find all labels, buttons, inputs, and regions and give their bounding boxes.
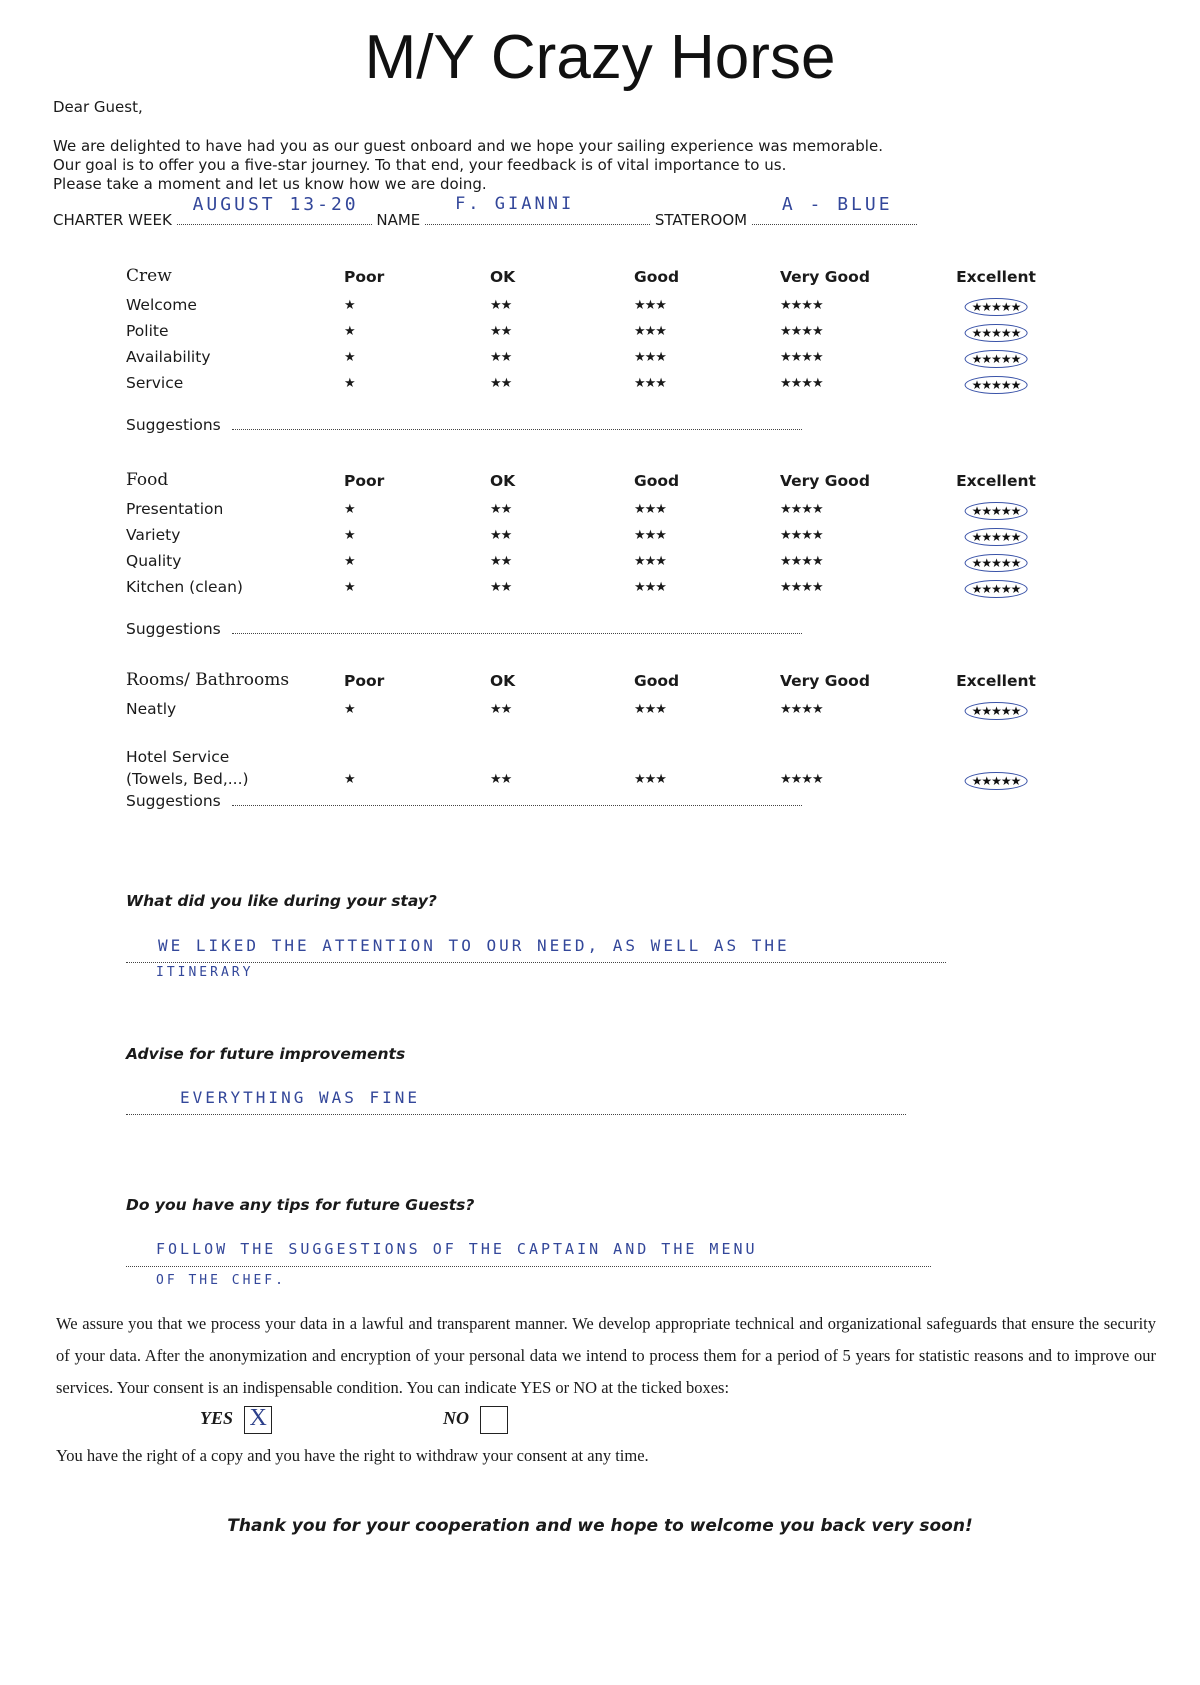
rating-option-poor[interactable]	[344, 324, 355, 339]
rating-option-poor[interactable]	[344, 376, 355, 391]
suggestions-label: Suggestions	[126, 416, 221, 434]
rating-stars: ★★★★★	[965, 702, 1028, 720]
suggestions-label: Suggestions	[126, 620, 221, 638]
rating-stars: ★★	[490, 580, 512, 595]
rating-option-excellent[interactable]	[965, 298, 1028, 316]
rating-option-good[interactable]	[634, 324, 666, 339]
rating-option-good[interactable]	[634, 298, 666, 313]
rating-stars: ★★★★★	[965, 350, 1028, 368]
stateroom-field[interactable]	[752, 194, 917, 225]
charter-week-label: CHARTER WEEK	[53, 211, 172, 229]
rating-stars: ★★★	[634, 702, 666, 717]
rating-option-poor[interactable]	[344, 502, 355, 517]
rating-item-label: Variety	[126, 526, 181, 544]
rating-option-good[interactable]	[634, 554, 666, 569]
rating-stars: ★★★	[634, 772, 666, 787]
rating-option-ok[interactable]	[490, 502, 511, 517]
rating-option-good[interactable]	[634, 772, 666, 787]
column-header: Poor	[344, 472, 385, 490]
rating-stars: ★★★★	[780, 772, 823, 787]
thanks-text: Thank you for your cooperation and we hope to welcome you back very soon!	[227, 1516, 973, 1536]
rating-option-poor[interactable]	[344, 580, 355, 595]
rating-option-ok[interactable]	[490, 772, 511, 787]
rating-option-excellent[interactable]	[965, 580, 1028, 598]
rating-stars: ★★★	[634, 502, 666, 517]
rating-stars: ★	[344, 376, 355, 391]
yes-check-mark: X	[249, 1405, 267, 1431]
rating-stars: ★★	[490, 324, 512, 339]
rating-stars: ★★★	[634, 528, 666, 543]
answer-improvements-line[interactable]	[126, 1088, 906, 1115]
rating-stars: ★★	[490, 702, 512, 717]
answer-tips-text-2: OF THE CHEF.	[156, 1273, 286, 1288]
rating-option-ok[interactable]	[490, 324, 511, 339]
header-fields	[53, 194, 933, 229]
question-liked: What did you like during your stay?	[126, 892, 437, 910]
section-title: Crew	[126, 266, 172, 286]
greeting: Dear Guest,	[53, 98, 143, 116]
rating-option-ok[interactable]	[490, 580, 511, 595]
answer-liked-text: WE LIKED THE ATTENTION TO OUR NEED, AS WELL AS THE	[158, 936, 790, 955]
question-tips: Do you have any tips for future Guests?	[126, 1196, 475, 1214]
rating-stars: ★	[344, 580, 355, 595]
intro-line: Please take a moment and let us know how we are doing.	[53, 175, 487, 193]
column-header: Excellent	[956, 472, 1036, 490]
rating-option-good[interactable]	[634, 528, 666, 543]
rating-stars: ★★★★★	[965, 554, 1028, 572]
section-title: Rooms/ Bathrooms	[126, 670, 290, 690]
column-header: Very Good	[780, 672, 870, 690]
rating-stars: ★★	[490, 554, 512, 569]
answer-liked-text-2: ITINERARY	[156, 965, 254, 980]
rating-stars: ★	[344, 324, 355, 339]
suggestions-input[interactable]	[232, 804, 802, 806]
rating-item-label: Quality	[126, 552, 182, 570]
stateroom-label: STATEROOM	[654, 211, 748, 229]
rating-item-label: Hotel Service	[126, 748, 230, 766]
rating-option-good[interactable]	[634, 702, 666, 717]
rating-option-ok[interactable]	[490, 376, 511, 391]
rating-stars: ★★★★	[780, 350, 823, 365]
charter-week-field[interactable]	[177, 194, 372, 225]
rating-stars: ★	[344, 350, 355, 365]
column-header: Poor	[344, 268, 385, 286]
rating-option-very-good[interactable]	[780, 324, 823, 339]
intro-text	[53, 137, 1053, 194]
rating-option-excellent[interactable]	[965, 554, 1028, 572]
rating-stars: ★★★★★	[965, 772, 1028, 790]
name-label: NAME	[376, 211, 421, 229]
rating-stars: ★★★★	[780, 298, 823, 313]
rating-option-poor[interactable]	[344, 528, 355, 543]
charter-week-value: AUGUST 13-20	[192, 194, 359, 215]
rating-option-poor[interactable]	[344, 554, 355, 569]
no-checkbox[interactable]	[480, 1406, 508, 1434]
page-title: M/Y Crazy Horse	[364, 23, 836, 92]
rating-stars: ★★★★	[780, 376, 823, 391]
rating-stars: ★★	[490, 772, 512, 787]
rating-stars: ★★★★★	[965, 324, 1028, 342]
rating-item-label: Service	[126, 374, 184, 392]
rating-option-very-good[interactable]	[780, 702, 823, 717]
rating-stars: ★★★	[634, 580, 666, 595]
rating-option-excellent[interactable]	[965, 702, 1028, 720]
rating-stars: ★	[344, 554, 355, 569]
rating-stars: ★★★	[634, 324, 666, 339]
column-header: Good	[634, 672, 680, 690]
column-header: Good	[634, 472, 680, 490]
rating-option-excellent[interactable]	[965, 528, 1028, 546]
rating-option-poor[interactable]	[344, 772, 355, 787]
rating-stars: ★★★★	[780, 528, 823, 543]
suggestions-input[interactable]	[232, 428, 802, 430]
answer-improvements-text: EVERYTHING WAS FINE	[180, 1088, 421, 1107]
rating-stars: ★★★★★	[965, 528, 1028, 546]
answer-liked-line[interactable]	[126, 936, 946, 963]
rating-stars: ★★★★★	[965, 298, 1028, 316]
intro-line: We are delighted to have had you as our guest onboard and we hope your sailing experience was memorable.	[53, 137, 883, 155]
rights-text: You have the right of a copy and you have the right to withdraw your consent at any time.	[56, 1446, 649, 1465]
column-header: Poor	[344, 672, 385, 690]
rating-item-label: Availability	[126, 348, 211, 366]
rating-stars: ★★	[490, 298, 512, 313]
rating-option-very-good[interactable]	[780, 528, 823, 543]
no-label: NO	[443, 1408, 469, 1429]
rating-option-ok[interactable]	[490, 702, 511, 717]
rating-option-excellent[interactable]	[965, 502, 1028, 520]
suggestions-input[interactable]	[232, 632, 802, 634]
rating-option-excellent[interactable]	[965, 324, 1028, 342]
answer-tips-line[interactable]	[126, 1240, 931, 1267]
rating-option-ok[interactable]	[490, 554, 511, 569]
rating-option-very-good[interactable]	[780, 772, 823, 787]
column-header: Very Good	[780, 472, 870, 490]
rating-stars: ★	[344, 528, 355, 543]
rating-option-good[interactable]	[634, 376, 666, 391]
rating-item-label: Kitchen (clean)	[126, 578, 243, 596]
rating-stars: ★★★★★	[965, 502, 1028, 520]
rating-option-excellent[interactable]	[965, 350, 1028, 368]
rating-option-very-good[interactable]	[780, 502, 823, 517]
column-header: OK	[490, 268, 516, 286]
consent-no	[443, 1406, 508, 1434]
rating-stars: ★★	[490, 528, 512, 543]
answer-tips-text: FOLLOW THE SUGGESTIONS OF THE CAPTAIN AND THE MENU	[156, 1240, 758, 1258]
rating-stars: ★★★	[634, 376, 666, 391]
rating-stars: ★★★★	[780, 580, 823, 595]
rating-stars: ★★★★	[780, 554, 823, 569]
privacy-text: We assure you that we process your data in a lawful and transparent manner. We develop appropriate technical and organizational safeguards that ensure the security of your data. After the anonymization and encryption of your personal data we intend to process them for a period of 5 years for statistic reasons and to improve our services. Your consent is an indispensable condition. You can indicate YES or NO at the ticked boxes:	[56, 1314, 1156, 1397]
name-value: F. GIANNI	[455, 194, 575, 214]
name-field[interactable]	[425, 194, 650, 225]
rating-stars: ★	[344, 702, 355, 717]
rating-option-very-good[interactable]	[780, 350, 823, 365]
rating-option-ok[interactable]	[490, 298, 511, 313]
column-header: Very Good	[780, 268, 870, 286]
column-header: OK	[490, 672, 516, 690]
rating-option-good[interactable]	[634, 350, 666, 365]
rating-option-poor[interactable]	[344, 298, 355, 313]
question-improvements: Advise for future improvements	[126, 1045, 406, 1063]
rating-option-very-good[interactable]	[780, 580, 823, 595]
rating-stars: ★★	[490, 350, 512, 365]
column-header: OK	[490, 472, 516, 490]
rating-stars: ★★★★	[780, 502, 823, 517]
section-title: Food	[126, 470, 169, 490]
rating-stars: ★★★★★	[965, 376, 1028, 394]
rating-stars: ★★★	[634, 298, 666, 313]
rating-option-poor[interactable]	[344, 702, 355, 717]
column-header: Excellent	[956, 672, 1036, 690]
rating-stars: ★★★★	[780, 702, 823, 717]
rating-item-label-2: (Towels, Bed,...)	[126, 770, 249, 788]
yes-label: YES	[200, 1408, 234, 1429]
rating-option-very-good[interactable]	[780, 554, 823, 569]
rating-stars: ★★	[490, 502, 512, 517]
yes-checkbox[interactable]	[244, 1406, 272, 1434]
rating-stars: ★★★	[634, 350, 666, 365]
rating-option-very-good[interactable]	[780, 298, 823, 313]
column-header: Good	[634, 268, 680, 286]
rating-option-good[interactable]	[634, 502, 666, 517]
rating-stars: ★★★	[634, 554, 666, 569]
intro-line: Our goal is to offer you a five-star journey. To that end, your feedback is of vital importance to us.	[53, 156, 787, 174]
rating-option-very-good[interactable]	[780, 376, 823, 391]
rating-stars: ★	[344, 298, 355, 313]
rating-stars: ★	[344, 502, 355, 517]
rating-stars: ★	[344, 772, 355, 787]
rating-option-excellent[interactable]	[965, 772, 1028, 790]
rating-stars: ★★★★	[780, 324, 823, 339]
rating-item-label: Welcome	[126, 296, 197, 314]
rating-item-label: Neatly	[126, 700, 177, 718]
rating-option-good[interactable]	[634, 580, 666, 595]
rating-option-poor[interactable]	[344, 350, 355, 365]
rating-option-excellent[interactable]	[965, 376, 1028, 394]
consent-yes	[200, 1406, 272, 1434]
rating-stars: ★★★★★	[965, 580, 1028, 598]
suggestions-label: Suggestions	[126, 792, 221, 810]
stateroom-value: A - BLUE	[781, 194, 893, 215]
rating-item-label: Polite	[126, 322, 169, 340]
rating-item-label: Presentation	[126, 500, 224, 518]
rating-stars: ★★	[490, 376, 512, 391]
rating-option-ok[interactable]	[490, 528, 511, 543]
rating-option-ok[interactable]	[490, 350, 511, 365]
column-header: Excellent	[956, 268, 1036, 286]
